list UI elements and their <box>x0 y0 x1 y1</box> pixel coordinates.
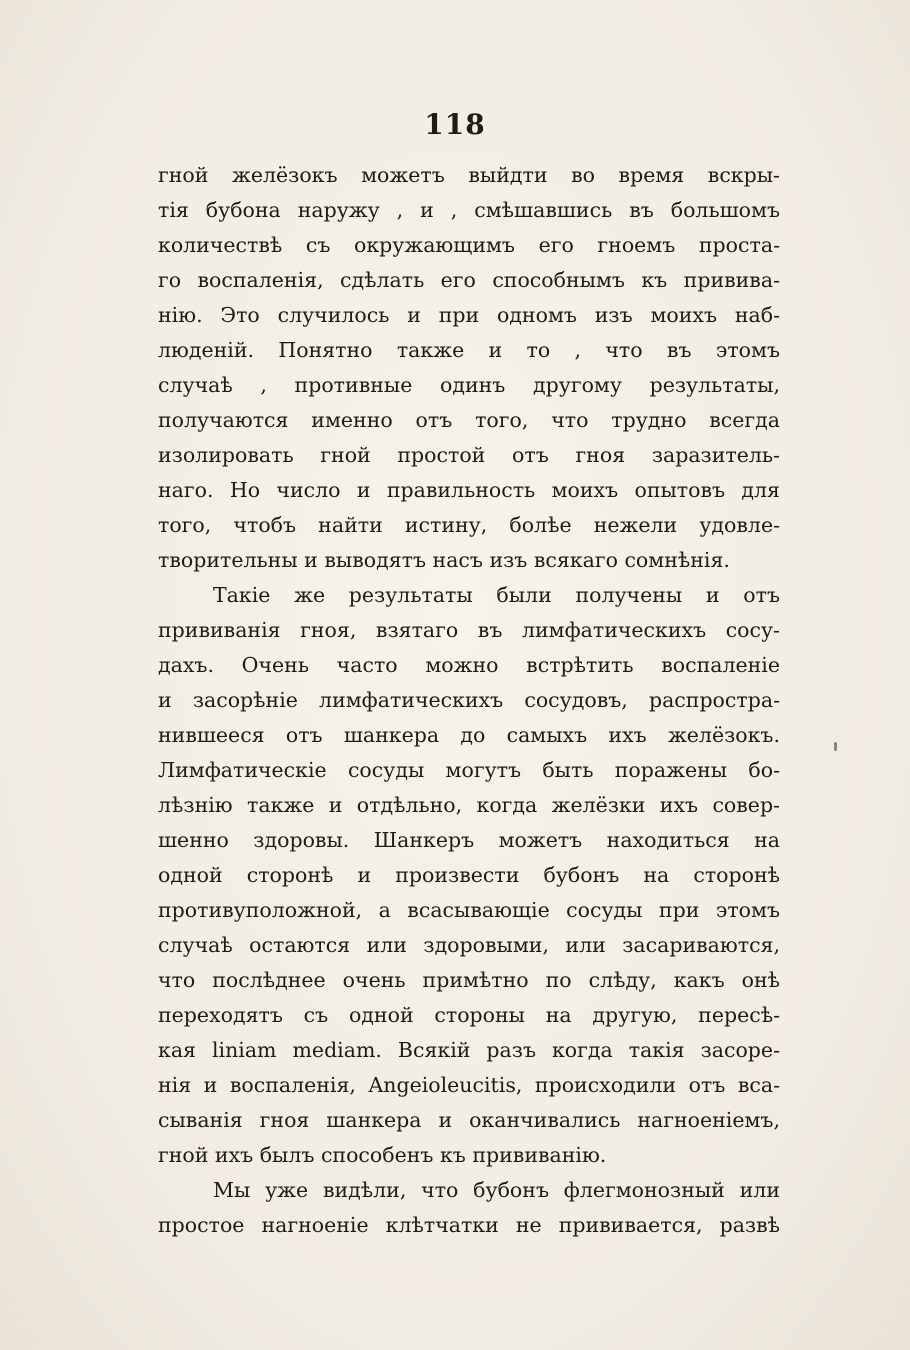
text-line: наго. Но число и правильность моихъ опытовъ для <box>158 478 780 502</box>
text-line: количествѣ съ окружающимъ его гноемъ проста- <box>158 233 780 257</box>
text-line: случаѣ , противные одинъ другому результаты, <box>158 373 780 397</box>
text-line: гной ихъ былъ способенъ къ прививанію. <box>158 1143 607 1167</box>
text-line: простое нагноеніе клѣтчатки не прививается, развѣ <box>158 1213 780 1237</box>
text-line: гной желёзокъ можетъ выйдти во время вскры- <box>158 163 780 187</box>
text-line: дахъ. Очень часто можно встрѣтить воспаленіе <box>158 653 780 677</box>
text-line: шенно здоровы. Шанкеръ можетъ находиться на <box>158 828 780 852</box>
text-line: противуположной, а всасывающіе сосуды при этомъ <box>158 898 780 922</box>
text-line: кая liniam mediam. Всякій разъ когда такія засоре- <box>158 1038 780 1062</box>
text-line: прививанія гноя, взятаго въ лимфатическихъ сосу- <box>158 618 780 642</box>
text-line: Лимфатическіе сосуды могутъ быть поражены бо- <box>158 758 780 782</box>
text-line: люденій. Понятно также и то , что въ этомъ <box>158 338 780 362</box>
text-line: Мы уже видѣли, что бубонъ флегмонозный или <box>213 1178 780 1202</box>
text-line: что послѣднее очень примѣтно по слѣду, какъ онѣ <box>158 968 780 992</box>
text-line: случаѣ остаются или здоровыми, или засариваются, <box>158 933 780 957</box>
text-line: нія и воспаленія, Angeioleucitis, происходили отъ вса- <box>158 1073 780 1097</box>
text-line: изолировать гной простой отъ гноя заразитель- <box>158 443 780 467</box>
text-line: го воспаленія, сдѣлать его способнымъ къ привива- <box>158 268 780 292</box>
body-text <box>158 158 780 1243</box>
text-line: получаются именно отъ того, что трудно всегда <box>158 408 780 432</box>
text-line: одной сторонѣ и произвести бубонъ на сторонѣ <box>158 863 780 887</box>
text-line: творительны и выводятъ насъ изъ всякаго сомнѣнія. <box>158 548 730 572</box>
text-line: Такіе же результаты были получены и отъ <box>213 583 780 607</box>
page-number: 118 <box>424 108 486 141</box>
text-line: нію. Это случилось и при одномъ изъ моихъ наб- <box>158 303 780 327</box>
margin-speck <box>834 742 837 751</box>
text-line: и засорѣніе лимфатическихъ сосудовъ, распростра- <box>158 688 780 712</box>
text-line: лѣзнію также и отдѣльно, когда желёзки ихъ совер- <box>158 793 780 817</box>
text-line: того, чтобъ найти истину, болѣе нежели удовле- <box>158 513 780 537</box>
text-line: сыванія гноя шанкера и оканчивались нагноеніемъ, <box>158 1108 780 1132</box>
text-line: переходятъ съ одной стороны на другую, пересѣ- <box>158 1003 780 1027</box>
text-line: нившееся отъ шанкера до самыхъ ихъ желёзокъ. <box>158 723 780 747</box>
text-line: тія бубона наружу , и , смѣшавшись въ большомъ <box>158 198 780 222</box>
